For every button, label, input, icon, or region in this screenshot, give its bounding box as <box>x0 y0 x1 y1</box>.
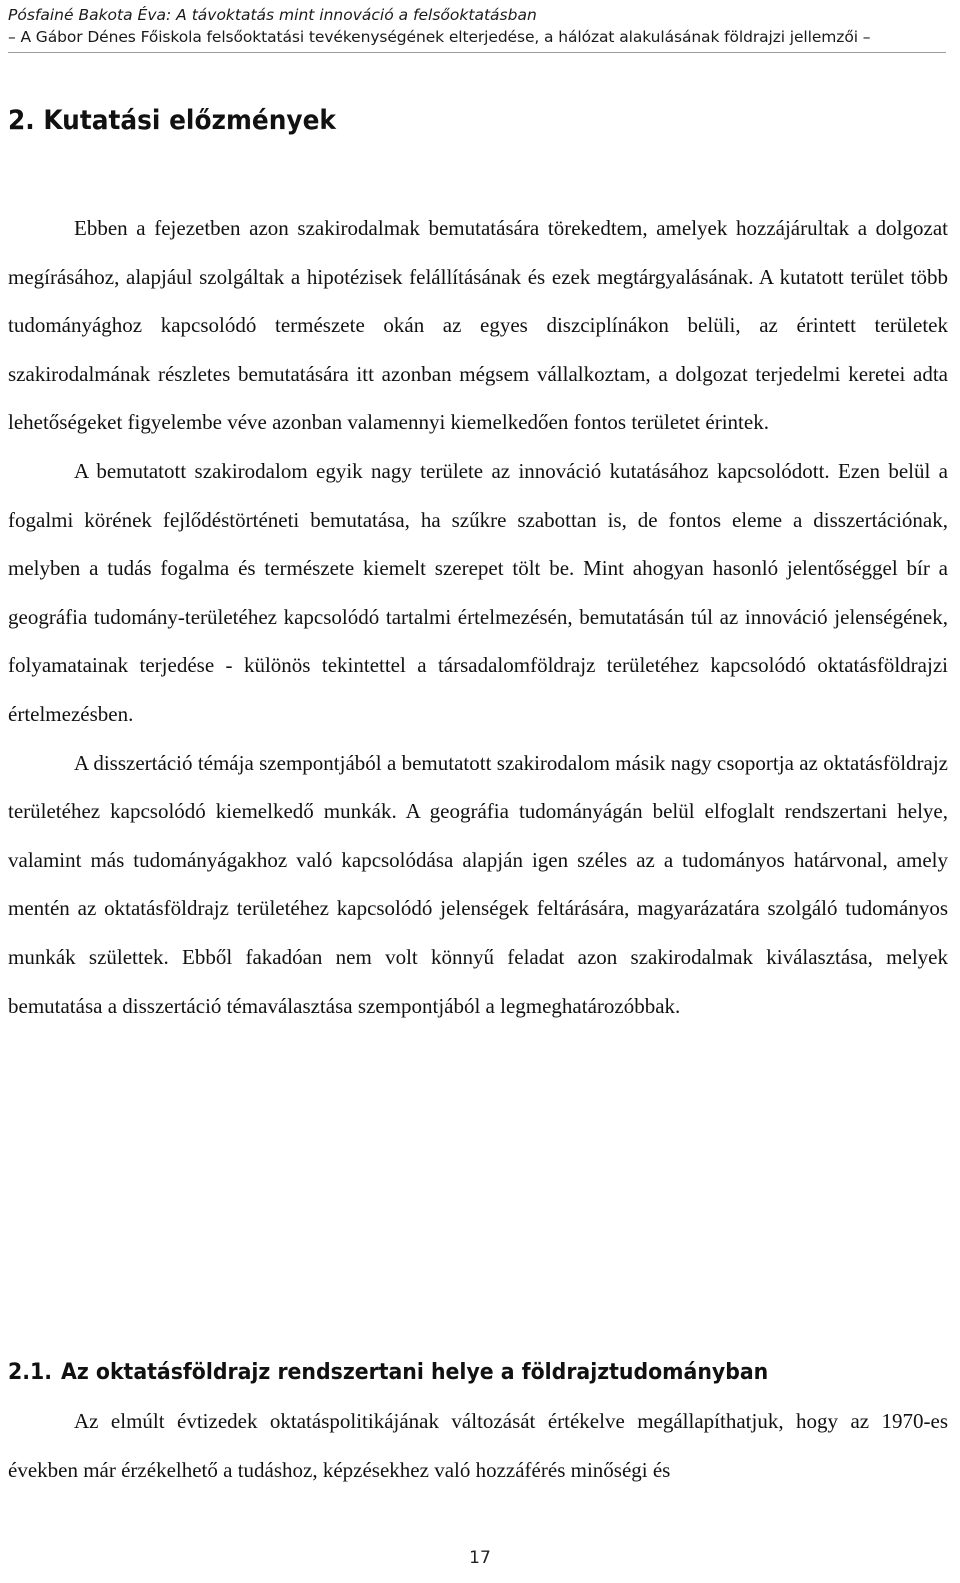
header-author-title: Pósfainé Bakota Éva: A távoktatás mint innováció a felsőoktatásban <box>8 6 537 24</box>
paragraph: Ebben a fejezetben azon szakirodalmak bemutatására törekedtem, amelyek hozzájárultak a dolgozat megírásához, alapjául szolgáltak a hipotézisek felállításának és ezek megtárgyalásának. A kutatott terület több tudományághoz kapcsolódó természete okán az egyes diszciplínákon belüli, az érintett területek szakirodalmának részletes bemutatására itt azonban mégsem vállalkoztam, a dolgozat terjedelmi keretei adta lehetőségeket figyelembe véve azonban valamennyi kiemelkedően fontos területet érintek. <box>8 216 948 435</box>
header-divider <box>8 52 946 53</box>
paragraph: A bemutatott szakirodalom egyik nagy területe az innováció kutatásához kapcsolódott. Ezen belül a fogalmi körének fejlődéstörténeti bemutatása, ha szűkre szabottan is, de fontos eleme a disszertációnak, melyben a tudás fogalma és természete kiemelt szerepet tölt be. Mint ahogyan hasonló jelentőséggel bír a geográfia tudomány-területéhez kapcsolódó tartalmi értelmezésén, bemutatásán túl az innováció jelenségének, folyamatainak terjedése - különös tekintettel a társadalomföldrajz területéhez kapcsolódó oktatásföldrajzi értelmezésben. <box>8 458 948 726</box>
running-header <box>8 4 948 48</box>
chapter-heading: 2. Kutatási előzmények <box>8 105 336 136</box>
section-title: Az oktatásföldrajz rendszertani helye a földrajztudományban <box>61 1360 769 1385</box>
paragraph: A disszertáció témája szempontjából a bemutatott szakirodalom másik nagy csoportja az oktatásföldrajz területéhez kapcsolódó kiemelkedő munkák. A geográfia tudományágán belül elfoglalt rendszertani helye, valamint más tudományágakhoz való kapcsolódása alapján igen széles az a tudományos határvonal, amely mentén az oktatásföldrajz területéhez kapcsolódó jelenségek feltárására, magyarázatára szolgáló tudományos munkák születtek. Ebből fakadóan nem volt könnyű feladat azon szakirodalmak kiválasztása, melyek bemutatása a disszertáció témaválasztása szempontjából a legmeghatározóbbak. <box>8 750 948 1018</box>
chapter-body <box>8 204 948 1030</box>
page-number: 17 <box>469 1548 491 1568</box>
paragraph: Az elmúlt évtizedek oktatáspolitikájának változását értékelve megállapíthatjuk, hogy az 1970-es években már érzékelhető a tudáshoz, képzésekhez való hozzáférés minőségi és <box>8 1409 948 1482</box>
section-heading <box>8 1356 768 1390</box>
section-body <box>8 1397 948 1494</box>
section-number: 2.1. <box>8 1360 53 1385</box>
header-subtitle: – A Gábor Dénes Főiskola felsőoktatási tevékenységének elterjedése, a hálózat alakulásának földrajzi jellemzői – <box>8 28 871 46</box>
